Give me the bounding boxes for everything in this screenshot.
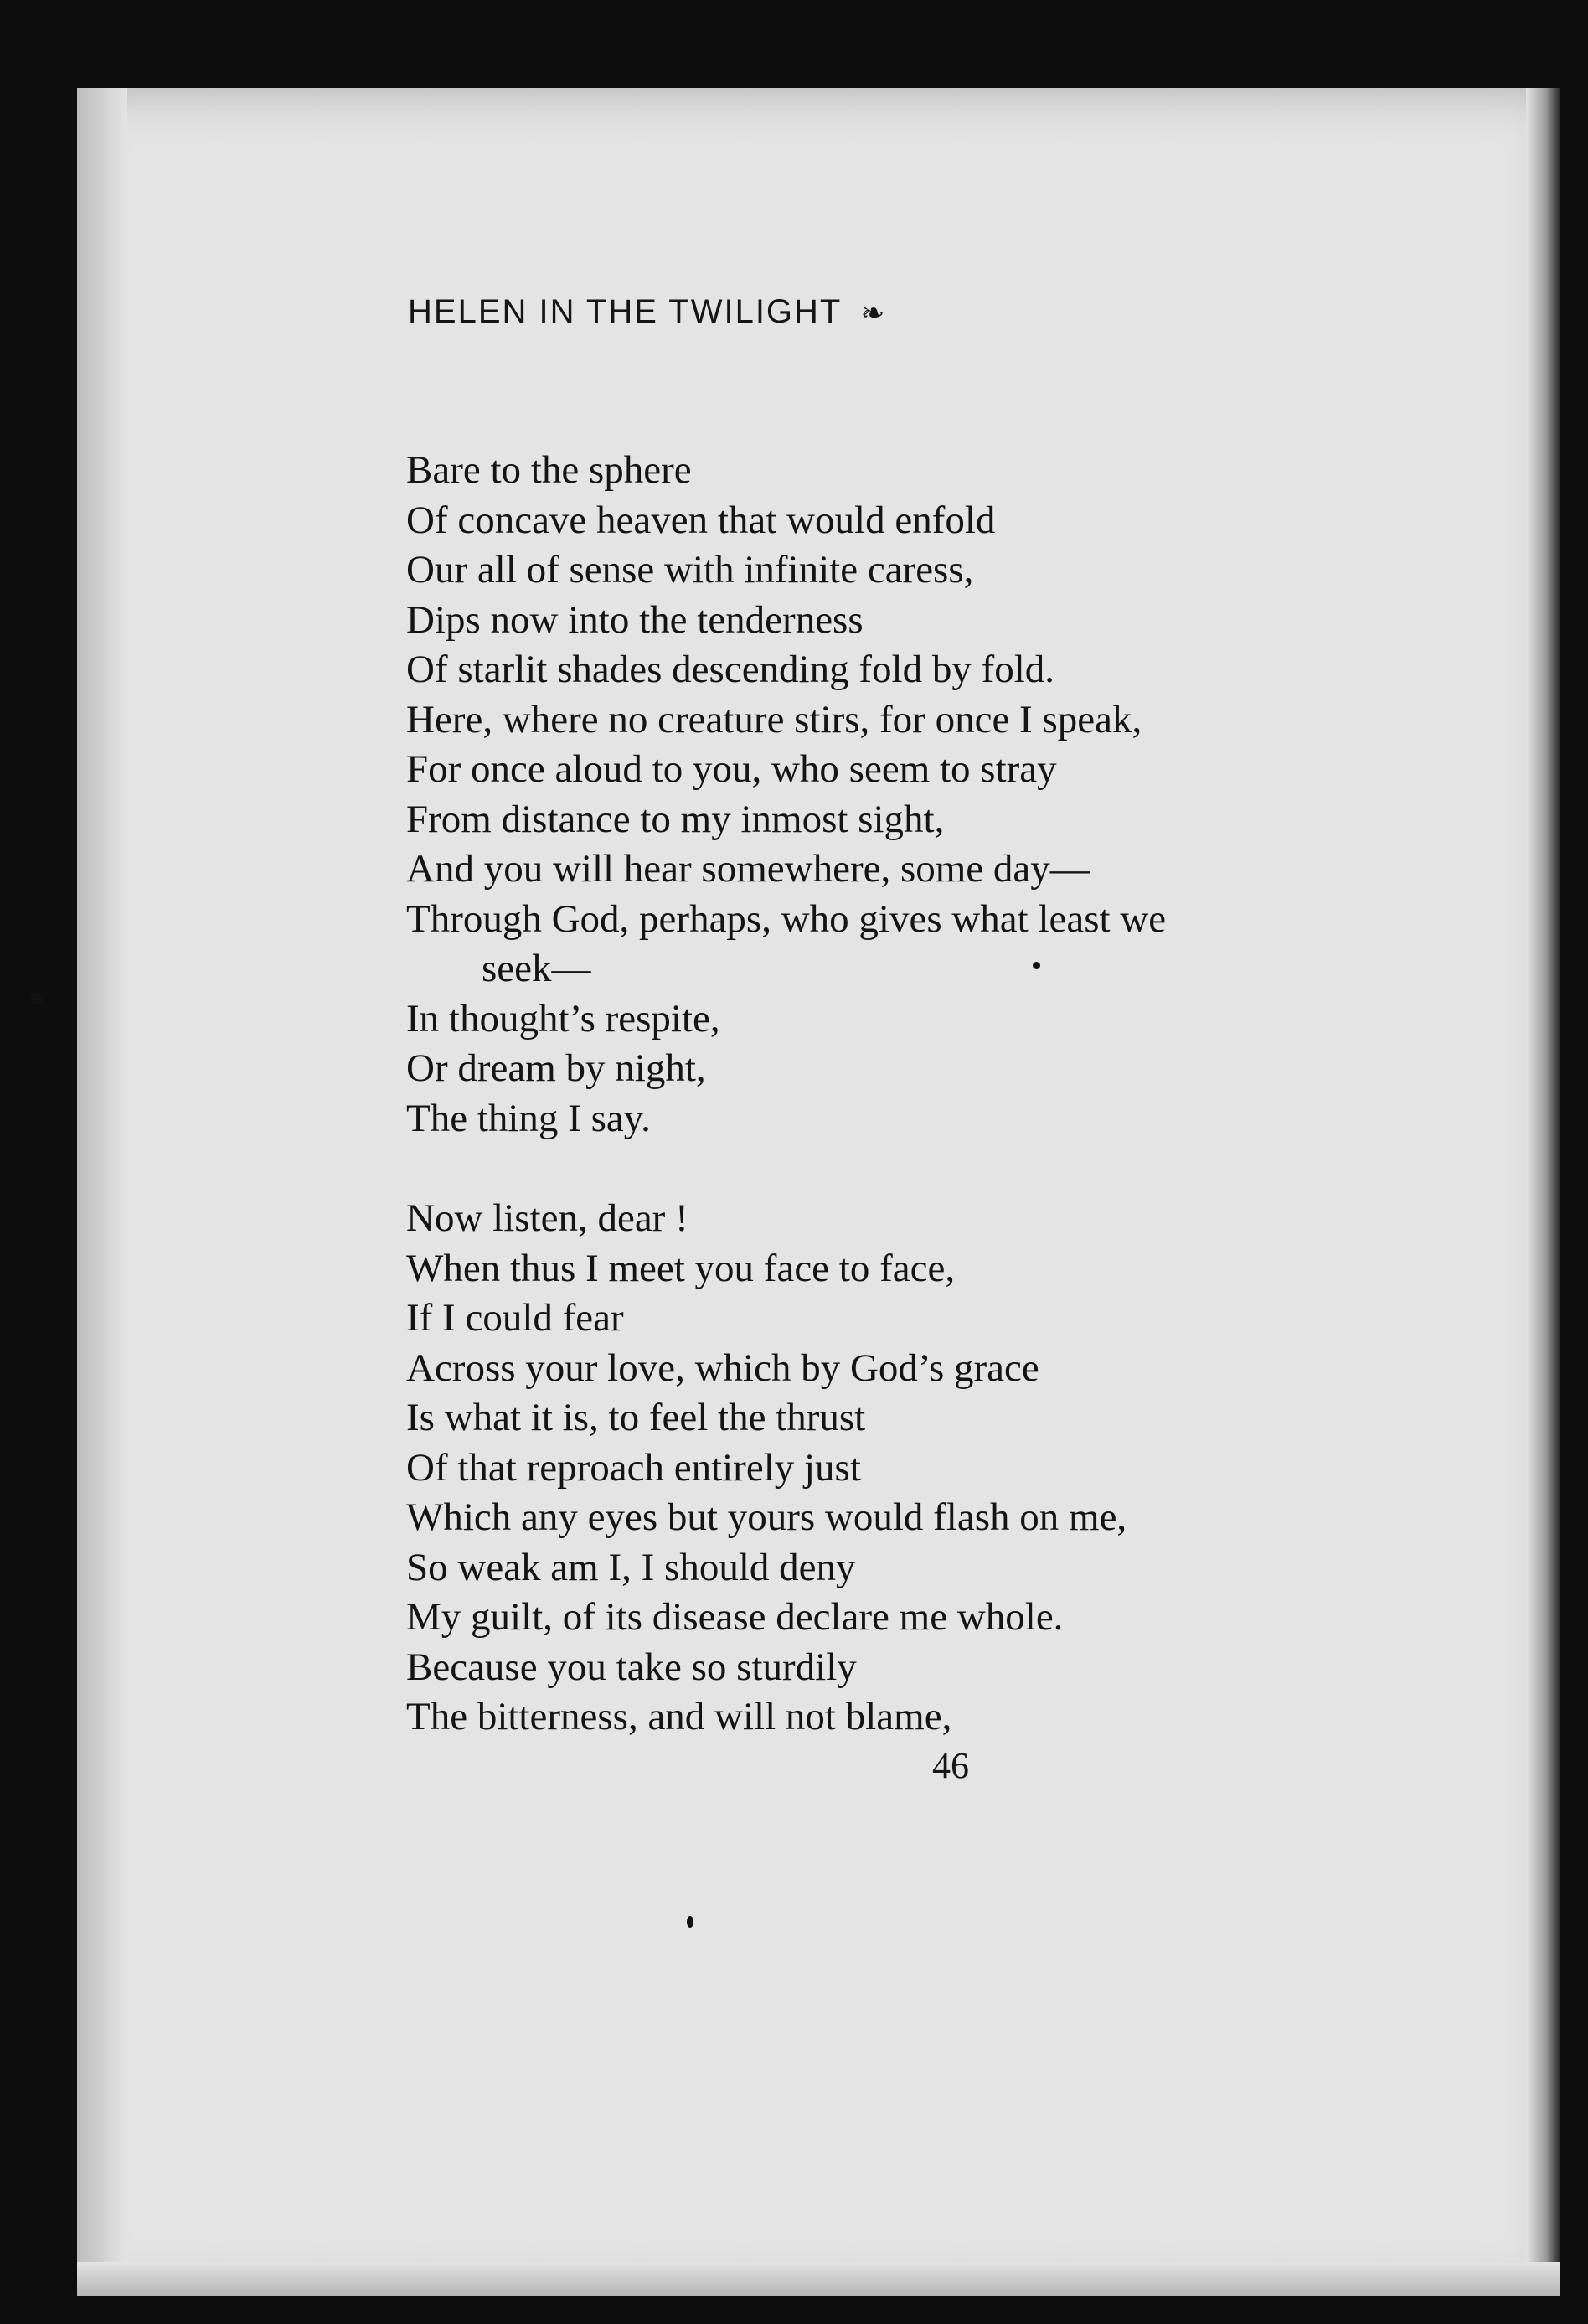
poem-line: Our all of sense with infinite caress, [406,548,974,591]
poem-line: The bitterness, and will not blame, [406,1695,952,1738]
poem-line-continuation: seek— [482,947,591,990]
ink-speck [687,1916,693,1928]
poem-line: Is what it is, to feel the thrust [406,1396,866,1439]
stanza-2 [406,1194,1411,1743]
ink-speck [30,993,45,1004]
ink-speck [1033,962,1040,969]
poem-line: Because you take so sturdily [406,1645,857,1689]
poem-line: From distance to my inmost sight, [406,797,945,841]
poem-line: If I could fear [406,1296,624,1340]
poem-line: So weak am I, I should deny [406,1545,856,1589]
poem-line: In thought’s respite, [406,996,720,1041]
poem-line: Here, where no creature stirs, for once I speak, [406,697,1142,741]
stanza-1 [406,446,1411,1144]
page-bottom-edge [77,2262,1560,2296]
poem-line: Bare to the sphere [406,448,692,492]
poem-line: My guilt, of its disease declare me whole. [406,1595,1064,1639]
poem-line: Through God, perhaps, who gives what least we [406,896,1167,941]
poem-line: Now listen, dear ! [406,1196,688,1240]
poem-line: Of concave heaven that would enfold [406,498,996,542]
running-header [408,293,886,331]
poem-line: Dips now into the tenderness [406,597,864,642]
poem-line: Or dream by night, [406,1046,706,1090]
page-left-edge [77,88,127,2296]
poem-body [406,446,1411,1743]
running-header-title: HELEN IN THE TWILIGHT [408,293,842,330]
poem-line: Of starlit shades descending fold by fold. [406,648,1055,691]
page-right-edge [1526,88,1560,2296]
poem-line: The thing I say. [406,1096,651,1140]
stanza-break [406,1144,1411,1194]
poem-line: And you will hear somewhere, some day— [406,847,1090,891]
poem-line: When thus I meet you face to face, [406,1246,956,1290]
poem-line: Of that reproach entirely just [406,1445,861,1490]
poem-line: Across your love, which by God’s grace [406,1345,1039,1390]
leaf-ornament-icon: ❧ [860,297,887,330]
poem-line: Which any eyes but yours would flash on me, [406,1495,1127,1539]
page-number: 46 [932,1745,969,1786]
poem-line: For once aloud to you, who seem to stray [406,747,1057,791]
